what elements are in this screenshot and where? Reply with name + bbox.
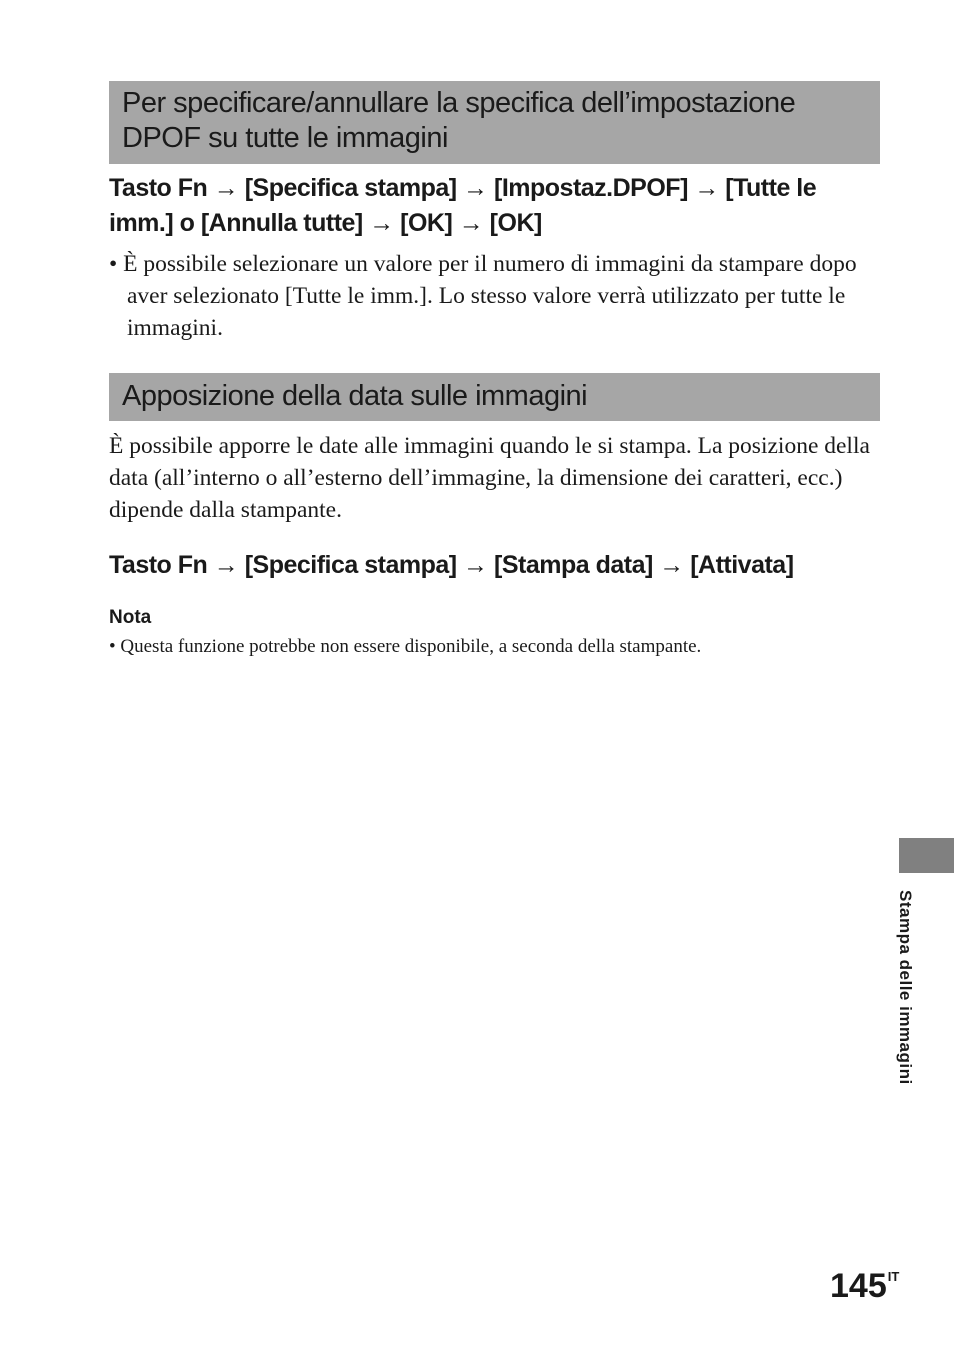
page-number [830, 1267, 899, 1306]
section-heading-dpof [109, 81, 880, 164]
page-language-suffix: IT [887, 1269, 900, 1284]
chapter-tab-marker [899, 838, 954, 873]
paragraph-date-info: È possibile apporre le date alle immagini quando le si stampa. La posizione della data (all’interno o all’esterno dell’immagine, la dimensione dei caratteri, ecc.) dipende dalla stampante. [109, 433, 870, 523]
procedure-line-1: Tasto Fn → [Specifica stampa] → [Impostaz.DPOF] → [Tutte le [109, 174, 817, 202]
procedure-dpof [109, 171, 889, 241]
section-heading-line-2: DPOF su tutte le immagini [122, 122, 448, 154]
section-heading-date: Apposizione della data sulle immagini [109, 373, 880, 421]
procedure-date: Tasto Fn → [Specifica stampa] → [Stampa data] → [Attivata] [109, 551, 794, 579]
section-heading-line-1: Per specificare/annullare la specifica dell’impostazione [122, 87, 796, 119]
note-heading: Nota [109, 607, 152, 628]
procedure-line-2: imm.] o [Annulla tutte] → [OK] → [OK] [109, 209, 542, 237]
note-text: • Questa funzione potrebbe non essere disponibile, a seconda della stampante. [109, 636, 702, 657]
page-number-value: 145 [830, 1267, 887, 1305]
bullet-dpof-note: • È possibile selezionare un valore per il numero di immagini da stampare dopo aver selezionato [Tutte le imm.]. Lo stesso valore verrà utilizzato per tutte le immagini. [109, 251, 857, 341]
chapter-side-label: Stampa delle immagini [896, 890, 915, 1085]
